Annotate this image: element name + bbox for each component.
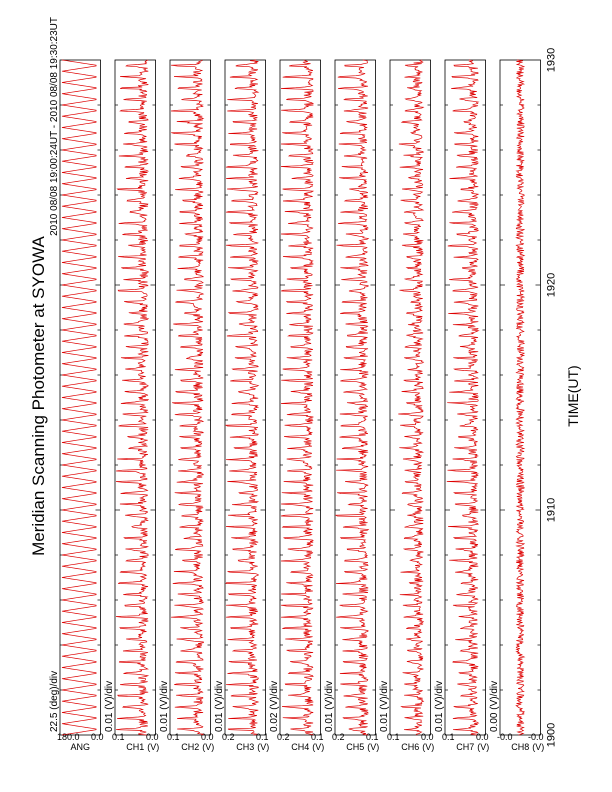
y-tick-label: 180.0 (57, 732, 80, 742)
y-tick-label: 0.0 (475, 732, 489, 742)
trace-ch8 (516, 60, 524, 735)
panel-ch6 (379, 60, 434, 752)
panel-frame (115, 60, 156, 735)
y-tick-label: 0.0 (420, 732, 434, 742)
chart-title: Meridian Scanning Photometer at SYOWA (29, 236, 48, 556)
channel-unit: (V) (312, 742, 325, 752)
panel-frame (445, 60, 486, 735)
y-tick-label: 0.1 (310, 732, 324, 742)
channel-name: CH8 (511, 742, 530, 752)
trace-ch6 (398, 60, 423, 735)
scale-label: 0.01 (V)/div (214, 680, 225, 732)
scale-label: 0.01 (V)/div (434, 680, 445, 732)
scale-label: 0.01 (V)/div (104, 680, 115, 732)
y-tick-label: 0.1 (387, 732, 400, 742)
channel-name: CH1 (126, 742, 145, 752)
channel-name: CH5 (346, 742, 365, 752)
y-tick-label: 0.1 (442, 732, 455, 742)
trace-ch5 (336, 60, 368, 735)
panel-ch7 (434, 60, 489, 752)
channel-name: CH2 (181, 742, 200, 752)
y-tick-label: 0.1 (112, 732, 125, 742)
panel-frame (280, 60, 321, 735)
channel-unit: (V) (422, 742, 435, 752)
y-tick-label: 0.2 (222, 732, 235, 742)
channel-unit: (V) (147, 742, 160, 752)
panel-ch1 (104, 60, 159, 752)
time-range-label: 2010 08/08 19:00:24UT - 2010 08/08 19:30:23UT (49, 17, 60, 236)
y-tick-label: 0.2 (277, 732, 290, 742)
trace-ch4 (281, 60, 313, 735)
trace-ang (62, 60, 96, 735)
panel-ch4 (269, 60, 324, 752)
trace-ch7 (447, 60, 479, 735)
panel-ch8 (489, 60, 544, 752)
x-tick-labels (546, 48, 558, 747)
channel-name: CH4 (291, 742, 310, 752)
trace-ch3 (226, 60, 258, 735)
trace-ch2 (171, 60, 203, 735)
scale-label: 22.5 (deg)/div (49, 670, 60, 732)
panel-frame (225, 60, 266, 735)
scale-label: 0.01 (V)/div (324, 680, 335, 732)
trace-ch1 (116, 60, 148, 735)
panel-frame (390, 60, 431, 735)
channel-unit: (V) (477, 742, 490, 752)
y-tick-label: 0.0 (145, 732, 159, 742)
panel-ch2 (159, 60, 214, 752)
y-tick-label: 0.1 (167, 732, 180, 742)
y-tick-label: 0.1 (255, 732, 269, 742)
scale-label: 0.01 (V)/div (159, 680, 170, 732)
channel-unit: (V) (257, 742, 270, 752)
y-tick-label: 0.0 (200, 732, 214, 742)
panels-layer (49, 60, 544, 752)
y-tick-label: 0.2 (332, 732, 345, 742)
scale-label: 0.00 (V)/div (489, 680, 500, 732)
x-tick-label: 1900 (545, 722, 558, 748)
scale-label: 0.02 (V)/div (269, 680, 280, 732)
panel-frame (60, 60, 101, 735)
channel-name: ANG (70, 742, 91, 752)
panel-ch3 (214, 60, 269, 752)
channel-name: CH3 (236, 742, 255, 752)
x-tick-label: 1930 (545, 47, 558, 73)
y-tick-label: 0.0 (90, 732, 104, 742)
panel-frame (335, 60, 376, 735)
scale-label: 0.01 (V)/div (379, 680, 390, 732)
panel-frame (170, 60, 211, 735)
x-tick-label: 1920 (545, 272, 558, 298)
y-tick-label: -0.0 (527, 732, 544, 742)
channel-unit: (V) (532, 742, 545, 752)
channel-unit: (V) (202, 742, 215, 752)
channel-unit: (V) (367, 742, 380, 752)
channel-name: CH6 (401, 742, 420, 752)
y-tick-label: 0.1 (365, 732, 379, 742)
panel-ch5 (324, 60, 379, 752)
x-axis-label: TIME(UT) (565, 365, 581, 427)
channel-name: CH7 (456, 742, 475, 752)
y-tick-label: -0.0 (497, 732, 513, 742)
x-tick-label: 1910 (545, 497, 558, 523)
